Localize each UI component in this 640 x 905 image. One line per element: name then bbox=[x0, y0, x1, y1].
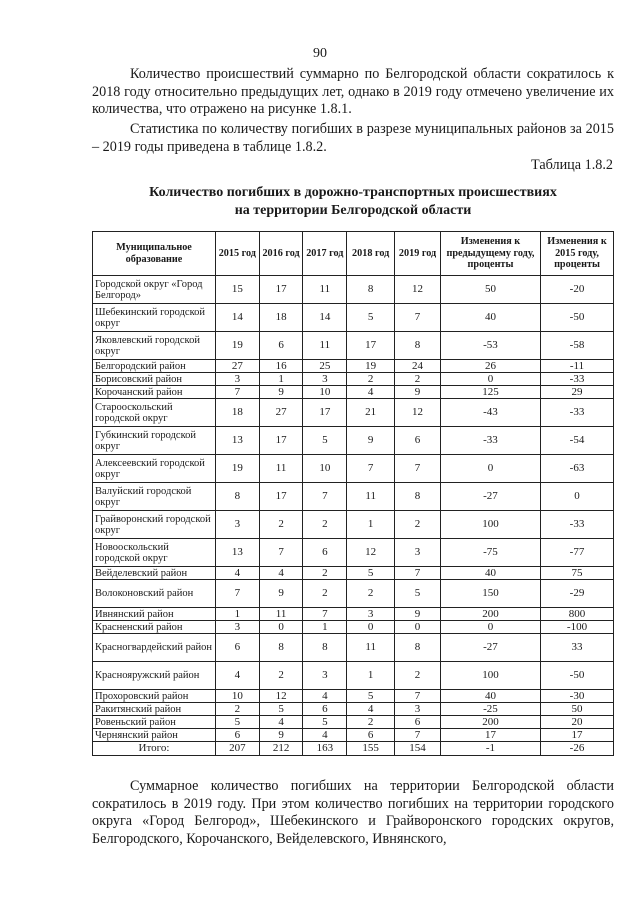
paragraph-statistics-intro: Статистика по количеству погибших в разрезе муниципальных районов за 2015 – 2019 годы приведена в таблице 1.8.2. bbox=[92, 121, 614, 155]
value-cell: 9 bbox=[259, 729, 303, 742]
value-cell: -33 bbox=[541, 399, 614, 427]
value-cell: 16 bbox=[259, 360, 303, 373]
header-cell: 2017 год bbox=[303, 232, 347, 276]
municipality-cell: Ивнянский район bbox=[93, 608, 216, 621]
value-cell: 7 bbox=[395, 304, 441, 332]
value-cell: 12 bbox=[347, 539, 395, 567]
value-cell: -43 bbox=[440, 399, 540, 427]
value-cell: 7 bbox=[395, 567, 441, 580]
value-cell: 29 bbox=[541, 386, 614, 399]
value-cell: 3 bbox=[395, 703, 441, 716]
value-cell: 5 bbox=[303, 427, 347, 455]
value-cell: 20 bbox=[541, 716, 614, 729]
value-cell: 7 bbox=[259, 539, 303, 567]
value-cell: 200 bbox=[440, 608, 540, 621]
value-cell: -50 bbox=[541, 304, 614, 332]
municipality-cell: Вейделевский район bbox=[93, 567, 216, 580]
table-row bbox=[93, 455, 614, 483]
value-cell: 17 bbox=[440, 729, 540, 742]
value-cell: 8 bbox=[395, 634, 441, 662]
table-title bbox=[92, 184, 614, 220]
paragraph-conclusion: Суммарное количество погибших на территории Белгородской области сократилось в 2019 году. При этом количество погибших на территории городского округа «Город Белгород», Шебекинского и Грайворонского городских округов, Белгородского, Корочанского, Вейделевского, Ивнянского, bbox=[92, 778, 614, 847]
value-cell: 11 bbox=[259, 608, 303, 621]
value-cell: 17 bbox=[259, 483, 303, 511]
value-cell: 11 bbox=[303, 276, 347, 304]
value-cell: 6 bbox=[395, 716, 441, 729]
value-cell: 9 bbox=[395, 608, 441, 621]
table-row bbox=[93, 716, 614, 729]
value-cell: -63 bbox=[541, 455, 614, 483]
value-cell: 50 bbox=[440, 276, 540, 304]
value-cell: -29 bbox=[541, 580, 614, 608]
value-cell: 2 bbox=[215, 703, 259, 716]
table-row bbox=[93, 567, 614, 580]
table-row bbox=[93, 332, 614, 360]
value-cell: 3 bbox=[303, 662, 347, 690]
value-cell: 8 bbox=[347, 276, 395, 304]
value-cell: 9 bbox=[395, 386, 441, 399]
value-cell: 7 bbox=[395, 690, 441, 703]
municipality-cell: Прохоровский район bbox=[93, 690, 216, 703]
value-cell: 4 bbox=[347, 703, 395, 716]
value-cell: 2 bbox=[395, 511, 441, 539]
table-body bbox=[93, 276, 614, 742]
value-cell: 13 bbox=[215, 539, 259, 567]
municipality-cell: Волоконовский район bbox=[93, 580, 216, 608]
total-cell: 163 bbox=[303, 742, 347, 756]
value-cell: -27 bbox=[440, 634, 540, 662]
value-cell: 26 bbox=[440, 360, 540, 373]
value-cell: 7 bbox=[395, 455, 441, 483]
value-cell: 4 bbox=[259, 716, 303, 729]
value-cell: 0 bbox=[440, 455, 540, 483]
value-cell: 7 bbox=[215, 386, 259, 399]
municipality-cell: Старооскольский городской округ bbox=[93, 399, 216, 427]
table-row bbox=[93, 608, 614, 621]
value-cell: 11 bbox=[347, 483, 395, 511]
value-cell: 6 bbox=[303, 703, 347, 716]
value-cell: 125 bbox=[440, 386, 540, 399]
value-cell: 2 bbox=[347, 373, 395, 386]
value-cell: 5 bbox=[347, 304, 395, 332]
value-cell: 17 bbox=[259, 276, 303, 304]
value-cell: 0 bbox=[541, 483, 614, 511]
table-row bbox=[93, 483, 614, 511]
value-cell: 100 bbox=[440, 662, 540, 690]
paragraph-accidents-summary: Количество происшествий суммарно по Белгородской области сократилось к 2018 году относительно предыдущих лет, однако в 2019 году отмечено увеличение их количества, что отражено на рисунке 1.8.1. bbox=[92, 66, 614, 118]
municipality-cell: Городской округ «Город Белгород» bbox=[93, 276, 216, 304]
value-cell: 5 bbox=[395, 580, 441, 608]
municipality-cell: Яковлевский городской округ bbox=[93, 332, 216, 360]
header-cell: Изменения к 2015 году, проценты bbox=[541, 232, 614, 276]
value-cell: 0 bbox=[347, 621, 395, 634]
value-cell: -25 bbox=[440, 703, 540, 716]
value-cell: 1 bbox=[347, 662, 395, 690]
value-cell: 7 bbox=[215, 580, 259, 608]
total-cell: 155 bbox=[347, 742, 395, 756]
value-cell: 4 bbox=[303, 690, 347, 703]
value-cell: 9 bbox=[347, 427, 395, 455]
value-cell: 6 bbox=[395, 427, 441, 455]
value-cell: -27 bbox=[440, 483, 540, 511]
table-row bbox=[93, 511, 614, 539]
value-cell: -20 bbox=[541, 276, 614, 304]
value-cell: 800 bbox=[541, 608, 614, 621]
value-cell: 2 bbox=[395, 373, 441, 386]
header-cell: Муниципальное образование bbox=[93, 232, 216, 276]
value-cell: 3 bbox=[215, 621, 259, 634]
value-cell: 7 bbox=[303, 483, 347, 511]
table-total-row bbox=[93, 742, 614, 756]
value-cell: 8 bbox=[259, 634, 303, 662]
municipality-cell: Корочанский район bbox=[93, 386, 216, 399]
value-cell: 5 bbox=[259, 703, 303, 716]
table-row bbox=[93, 690, 614, 703]
value-cell: -50 bbox=[541, 662, 614, 690]
value-cell: -54 bbox=[541, 427, 614, 455]
value-cell: 18 bbox=[215, 399, 259, 427]
value-cell: 5 bbox=[347, 567, 395, 580]
value-cell: 19 bbox=[347, 360, 395, 373]
value-cell: 15 bbox=[215, 276, 259, 304]
value-cell: 8 bbox=[395, 332, 441, 360]
value-cell: 2 bbox=[259, 511, 303, 539]
value-cell: 1 bbox=[259, 373, 303, 386]
total-cell: 154 bbox=[395, 742, 441, 756]
value-cell: 13 bbox=[215, 427, 259, 455]
fatalities-table bbox=[92, 231, 614, 756]
value-cell: 4 bbox=[347, 386, 395, 399]
value-cell: 4 bbox=[215, 662, 259, 690]
table-reference: Таблица 1.8.2 bbox=[531, 157, 613, 173]
value-cell: -53 bbox=[440, 332, 540, 360]
value-cell: 6 bbox=[303, 539, 347, 567]
value-cell: -11 bbox=[541, 360, 614, 373]
value-cell: 0 bbox=[259, 621, 303, 634]
municipality-cell: Краснояружский район bbox=[93, 662, 216, 690]
municipality-cell: Красногвардейский район bbox=[93, 634, 216, 662]
table-row bbox=[93, 703, 614, 716]
municipality-cell: Борисовский район bbox=[93, 373, 216, 386]
value-cell: 6 bbox=[215, 729, 259, 742]
municipality-cell: Грайворонский городской округ bbox=[93, 511, 216, 539]
value-cell: 4 bbox=[303, 729, 347, 742]
value-cell: 10 bbox=[303, 455, 347, 483]
value-cell: 5 bbox=[303, 716, 347, 729]
table-row bbox=[93, 621, 614, 634]
table-row bbox=[93, 634, 614, 662]
table-row bbox=[93, 373, 614, 386]
value-cell: 6 bbox=[215, 634, 259, 662]
value-cell: 9 bbox=[259, 386, 303, 399]
value-cell: 7 bbox=[303, 608, 347, 621]
header-cell: 2018 год bbox=[347, 232, 395, 276]
value-cell: 21 bbox=[347, 399, 395, 427]
value-cell: 50 bbox=[541, 703, 614, 716]
value-cell: 0 bbox=[395, 621, 441, 634]
value-cell: 2 bbox=[303, 511, 347, 539]
value-cell: -30 bbox=[541, 690, 614, 703]
municipality-cell: Новооскольский городской округ bbox=[93, 539, 216, 567]
value-cell: 8 bbox=[395, 483, 441, 511]
value-cell: 27 bbox=[259, 399, 303, 427]
value-cell: 7 bbox=[347, 455, 395, 483]
header-cell: 2019 год bbox=[395, 232, 441, 276]
value-cell: 11 bbox=[303, 332, 347, 360]
table-row bbox=[93, 662, 614, 690]
table-row bbox=[93, 276, 614, 304]
value-cell: -33 bbox=[541, 511, 614, 539]
value-cell: 27 bbox=[215, 360, 259, 373]
value-cell: 40 bbox=[440, 690, 540, 703]
municipality-cell: Чернянский район bbox=[93, 729, 216, 742]
value-cell: 19 bbox=[215, 332, 259, 360]
value-cell: 100 bbox=[440, 511, 540, 539]
value-cell: 14 bbox=[215, 304, 259, 332]
value-cell: 0 bbox=[440, 373, 540, 386]
value-cell: 3 bbox=[215, 373, 259, 386]
value-cell: 17 bbox=[347, 332, 395, 360]
municipality-cell: Губкинский городской округ bbox=[93, 427, 216, 455]
value-cell: -77 bbox=[541, 539, 614, 567]
value-cell: 19 bbox=[215, 455, 259, 483]
value-cell: 6 bbox=[259, 332, 303, 360]
value-cell: 25 bbox=[303, 360, 347, 373]
value-cell: 5 bbox=[215, 716, 259, 729]
value-cell: 7 bbox=[395, 729, 441, 742]
value-cell: 12 bbox=[259, 690, 303, 703]
value-cell: -33 bbox=[440, 427, 540, 455]
value-cell: -58 bbox=[541, 332, 614, 360]
table-row bbox=[93, 729, 614, 742]
table-row bbox=[93, 304, 614, 332]
header-cell: Изменения к предыдущему году, проценты bbox=[440, 232, 540, 276]
header-cell: 2016 год bbox=[259, 232, 303, 276]
table-row bbox=[93, 386, 614, 399]
table-row bbox=[93, 360, 614, 373]
municipality-cell: Алексеевский городской округ bbox=[93, 455, 216, 483]
header-cell: 2015 год bbox=[215, 232, 259, 276]
value-cell: 11 bbox=[259, 455, 303, 483]
value-cell: 150 bbox=[440, 580, 540, 608]
total-cell: -26 bbox=[541, 742, 614, 756]
value-cell: 200 bbox=[440, 716, 540, 729]
value-cell: 2 bbox=[259, 662, 303, 690]
value-cell: 17 bbox=[303, 399, 347, 427]
value-cell: 5 bbox=[347, 690, 395, 703]
value-cell: 14 bbox=[303, 304, 347, 332]
value-cell: 12 bbox=[395, 399, 441, 427]
municipality-cell: Красненский район bbox=[93, 621, 216, 634]
value-cell: 33 bbox=[541, 634, 614, 662]
value-cell: 75 bbox=[541, 567, 614, 580]
value-cell: 2 bbox=[395, 662, 441, 690]
value-cell: 1 bbox=[303, 621, 347, 634]
value-cell: 6 bbox=[347, 729, 395, 742]
value-cell: -75 bbox=[440, 539, 540, 567]
value-cell: 3 bbox=[395, 539, 441, 567]
table-row bbox=[93, 399, 614, 427]
value-cell: 2 bbox=[303, 567, 347, 580]
municipality-cell: Шебекинский городской округ bbox=[93, 304, 216, 332]
municipality-cell: Валуйский городской округ bbox=[93, 483, 216, 511]
value-cell: 8 bbox=[303, 634, 347, 662]
value-cell: 3 bbox=[303, 373, 347, 386]
table-row bbox=[93, 539, 614, 567]
value-cell: 17 bbox=[259, 427, 303, 455]
value-cell: 24 bbox=[395, 360, 441, 373]
value-cell: 3 bbox=[347, 608, 395, 621]
total-cell: -1 bbox=[440, 742, 540, 756]
value-cell: 4 bbox=[259, 567, 303, 580]
value-cell: 4 bbox=[215, 567, 259, 580]
table-header-row bbox=[93, 232, 614, 276]
table-row bbox=[93, 427, 614, 455]
value-cell: 12 bbox=[395, 276, 441, 304]
table-row bbox=[93, 580, 614, 608]
total-cell: 207 bbox=[215, 742, 259, 756]
value-cell: 11 bbox=[347, 634, 395, 662]
value-cell: 40 bbox=[440, 567, 540, 580]
value-cell: 8 bbox=[215, 483, 259, 511]
value-cell: -33 bbox=[541, 373, 614, 386]
total-cell: Итого: bbox=[93, 742, 216, 756]
value-cell: 2 bbox=[303, 580, 347, 608]
value-cell: 2 bbox=[347, 580, 395, 608]
total-cell: 212 bbox=[259, 742, 303, 756]
table-title-line-1: Количество погибших в дорожно-транспортных происшествиях bbox=[149, 185, 557, 200]
value-cell: 10 bbox=[303, 386, 347, 399]
value-cell: 0 bbox=[440, 621, 540, 634]
value-cell: -100 bbox=[541, 621, 614, 634]
value-cell: 1 bbox=[347, 511, 395, 539]
value-cell: 17 bbox=[541, 729, 614, 742]
page-number: 90 bbox=[313, 46, 327, 61]
value-cell: 40 bbox=[440, 304, 540, 332]
municipality-cell: Белгородский район bbox=[93, 360, 216, 373]
municipality-cell: Ракитянский район bbox=[93, 703, 216, 716]
municipality-cell: Ровеньский район bbox=[93, 716, 216, 729]
table-title-line-2: на территории Белгородской области bbox=[234, 203, 472, 218]
value-cell: 2 bbox=[347, 716, 395, 729]
value-cell: 9 bbox=[259, 580, 303, 608]
value-cell: 1 bbox=[215, 608, 259, 621]
value-cell: 3 bbox=[215, 511, 259, 539]
value-cell: 18 bbox=[259, 304, 303, 332]
value-cell: 10 bbox=[215, 690, 259, 703]
